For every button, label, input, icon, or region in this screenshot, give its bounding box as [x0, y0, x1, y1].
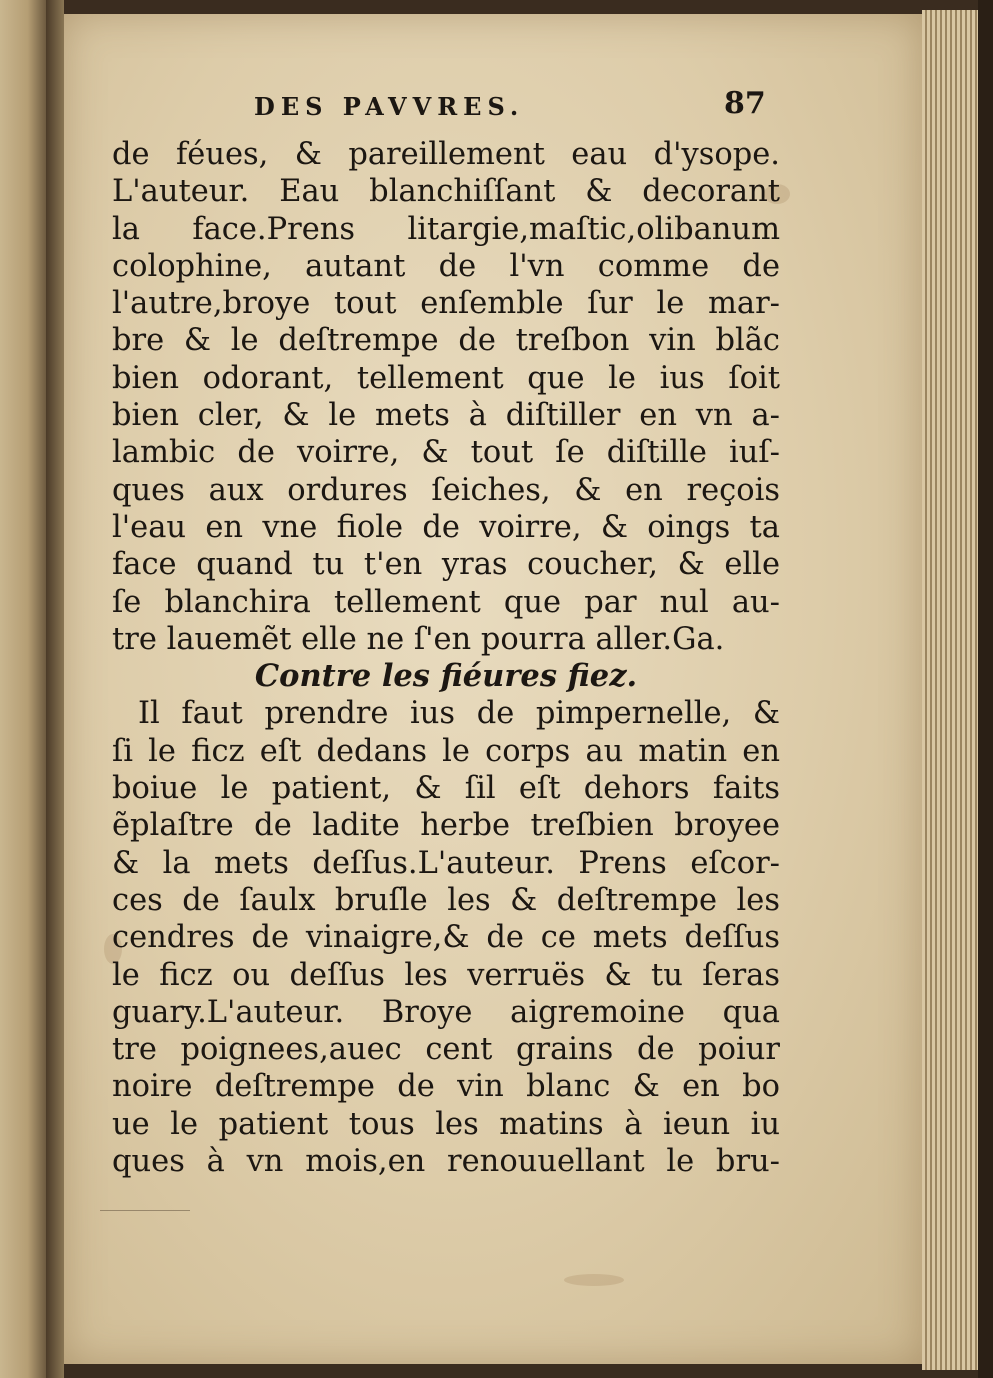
- running-head: DES PAVVRES.: [254, 92, 525, 121]
- text-line: cendres de vinaigre,& de ce mets deſſus: [112, 920, 780, 956]
- section-heading: Contre les fiéures fiez.: [254, 658, 638, 695]
- text-line: ſe blanchira tellement que par nul au-: [112, 584, 780, 620]
- text-line: ẽplaſtre de ladite herbe treſbien broyee: [112, 808, 780, 844]
- text-line: tre lauemẽt elle ne ſ'en pourra aller.Ga.: [112, 621, 725, 657]
- text-line: ques à vn mois,en renouuellant le bru-: [112, 1144, 780, 1180]
- text-line: lambic de voirre, & tout ſe diſtille iuſ-: [112, 435, 780, 471]
- book-cover-edge: [978, 0, 993, 1378]
- book-gutter: [46, 0, 64, 1378]
- page-text-block: [112, 86, 780, 1180]
- text-line: & la mets deſſus.L'auteur. Prens eſcor-: [112, 845, 780, 881]
- stacked-page-edges: [922, 10, 978, 1370]
- text-line: L'auteur. Eau blanchiſſant & decorant: [112, 174, 780, 210]
- text-line: bien odorant, tellement que le ius ſoit: [112, 360, 780, 396]
- page-header: [112, 86, 780, 136]
- text-line: ques aux ordures ſeiches, & en reçois: [112, 472, 780, 508]
- text-line: l'autre,broye tout enſemble ſur le mar-: [112, 286, 780, 322]
- text-line: ſi le ficz eſt dedans le corps au matin en: [112, 733, 780, 769]
- printed-rule: [100, 1210, 190, 1211]
- foxing-spot: [564, 1274, 624, 1286]
- text-line: de féues, & pareillement eau d'ysope.: [112, 137, 780, 172]
- text-line: face quand tu t'en yras coucher, & elle: [112, 547, 780, 583]
- text-line: la face.Prens litargie,maſtic,olibanum: [112, 211, 780, 247]
- text-line: le ficz ou deſſus les verruës & tu ſeras: [112, 957, 780, 993]
- text-line: ces de ſaulx bruſle les & deſtrempe les: [112, 882, 780, 918]
- text-line: bien cler, & le mets à diſtiller en vn a-: [112, 398, 780, 434]
- text-line: guary.L'auteur. Broye aigremoine qua: [112, 994, 780, 1030]
- text-line: boiue le patient, & ſil eſt dehors faits: [112, 771, 780, 807]
- text-line: noire deſtrempe de vin blanc & en bo: [112, 1069, 780, 1105]
- book-page: [64, 14, 922, 1364]
- text-line: tre poignees,auec cent grains de poiur: [112, 1032, 780, 1068]
- text-line: bre & le deſtrempe de treſbon vin blãc: [112, 323, 780, 359]
- text-line: Il faut prendre ius de pimpernelle, &: [138, 696, 780, 732]
- text-line: l'eau en vne fiole de voirre, & oings ta: [112, 509, 780, 545]
- page-number: 87: [724, 86, 766, 121]
- text-line: colophine, autant de l'vn comme de: [112, 248, 780, 284]
- facing-page-edge: [0, 0, 46, 1378]
- text-line: ue le patient tous les matins à ieun iu: [112, 1106, 780, 1142]
